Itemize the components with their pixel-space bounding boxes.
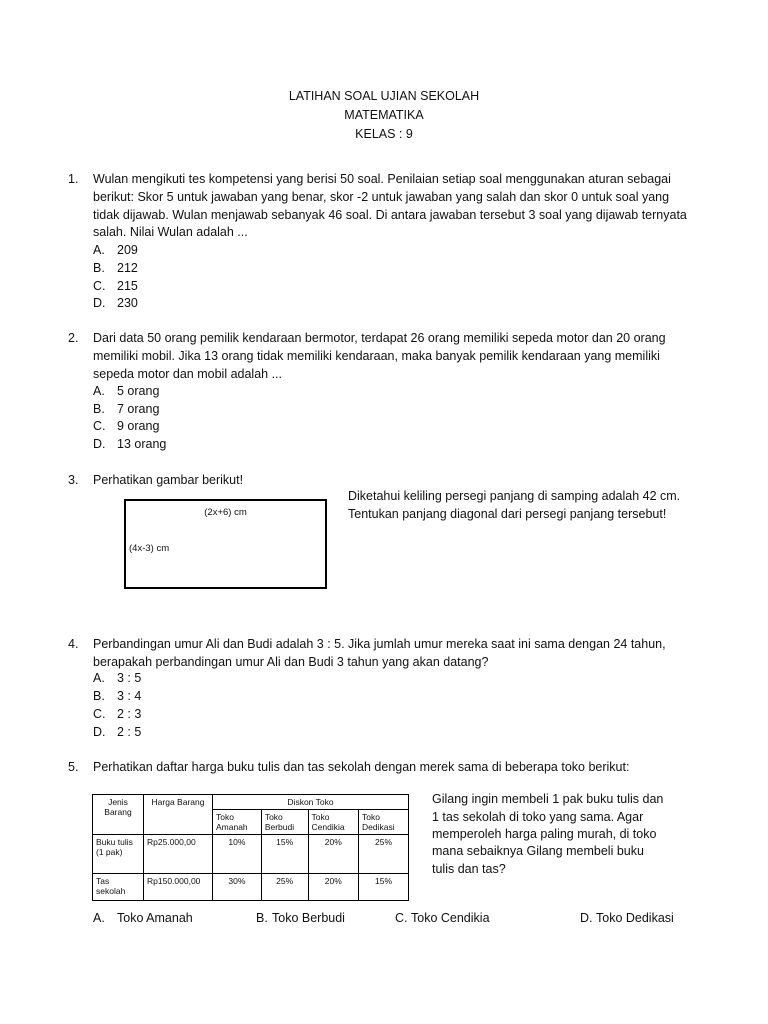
table-row bbox=[93, 835, 409, 874]
option-letter: C. bbox=[93, 419, 106, 433]
q1-line-4: salah. Nilai Wulan adalah ... bbox=[93, 225, 248, 239]
q2-option-b bbox=[93, 400, 393, 418]
option-text: 209 bbox=[117, 243, 138, 257]
discount-value: 10% bbox=[213, 835, 262, 874]
q3-description-1: Diketahui keliling persegi panjang di samping adalah 42 cm. bbox=[348, 489, 681, 503]
q4-number: 4. bbox=[68, 637, 79, 651]
store-dedikasi: Toko Dedikasi bbox=[358, 810, 408, 835]
item-price: Rp150.000,00 bbox=[144, 874, 213, 901]
table-row bbox=[93, 874, 409, 901]
option-text: 2 : 5 bbox=[117, 725, 142, 739]
discount-value: 25% bbox=[358, 835, 408, 874]
q3-description-2: Tentukan panjang diagonal dari persegi panjang tersebut! bbox=[348, 507, 667, 521]
option-text: Toko Dedikasi bbox=[596, 911, 674, 925]
item-name: Tas sekolah bbox=[93, 874, 144, 901]
discount-value: 15% bbox=[358, 874, 408, 901]
option-letter: B. bbox=[93, 402, 105, 416]
q5-option-c bbox=[395, 909, 545, 927]
q1-line-3: tidak dijawab. Wulan menjawab sebanyak 46 soal. Di antara jawaban tersebut 3 soal yang dijawab ternyata bbox=[93, 208, 687, 222]
q3-prompt: Perhatikan gambar berikut! bbox=[93, 473, 244, 487]
option-letter: C. bbox=[93, 279, 106, 293]
q4-option-a bbox=[93, 669, 393, 687]
q2-option-a bbox=[93, 382, 393, 400]
grade: KELAS : 9 bbox=[355, 127, 413, 141]
item-price: Rp25.000,00 bbox=[144, 835, 213, 874]
price-table bbox=[92, 794, 409, 901]
option-letter: D. bbox=[93, 296, 106, 310]
q5-option-d bbox=[580, 909, 730, 927]
q4-line-1: Perbandingan umur Ali dan Budi adalah 3 : 5. Jika jumlah umur mereka saat ini sama dengan 24 tahun, bbox=[93, 637, 666, 651]
header-diskon: Diskon Toko bbox=[213, 795, 409, 810]
option-text: Toko Amanah bbox=[117, 911, 193, 925]
q4-option-d bbox=[93, 723, 393, 741]
option-letter: D. bbox=[93, 725, 106, 739]
option-letter: D. bbox=[93, 437, 106, 451]
q2-line-2: memiliki mobil. Jika 13 orang tidak memiliki kendaraan, maka banyak pemilik kendaraan yang memiliki bbox=[93, 349, 660, 363]
option-letter: C. bbox=[93, 707, 106, 721]
discount-value: 20% bbox=[308, 874, 358, 901]
option-text: Toko Berbudi bbox=[272, 911, 345, 925]
option-text: 230 bbox=[117, 296, 138, 310]
option-letter: A. bbox=[93, 243, 105, 257]
option-text: 215 bbox=[117, 279, 138, 293]
option-text: 2 : 3 bbox=[117, 707, 142, 721]
option-letter: C. bbox=[395, 911, 408, 925]
option-letter: A. bbox=[93, 671, 105, 685]
q5-side-line-1: Gilang ingin membeli 1 pak buku tulis dan bbox=[432, 792, 664, 806]
q5-side-line-5: tulis dan tas? bbox=[432, 862, 506, 876]
q4-line-2: berapakah perbandingan umur Ali dan Budi 3 tahun yang akan datang? bbox=[93, 655, 489, 669]
q5-prompt: Perhatikan daftar harga buku tulis dan tas sekolah dengan merek sama di beberapa toko berikut: bbox=[93, 760, 630, 774]
option-text: 9 orang bbox=[117, 419, 160, 433]
item-name: Buku tulis (1 pak) bbox=[93, 835, 144, 874]
q1-line-1: Wulan mengikuti tes kompetensi yang berisi 50 soal. Penilaian setiap soal menggunakan aturan sebagai bbox=[93, 172, 671, 186]
store-cendikia: Toko Cendikia bbox=[308, 810, 358, 835]
option-letter: A. bbox=[93, 384, 105, 398]
subject: MATEMATIKA bbox=[344, 108, 424, 122]
q2-number: 2. bbox=[68, 331, 79, 345]
option-letter: B. bbox=[256, 911, 268, 925]
q5-option-b bbox=[256, 909, 396, 927]
q5-number: 5. bbox=[68, 760, 79, 774]
option-text: 212 bbox=[117, 261, 138, 275]
q3-number: 3. bbox=[68, 473, 79, 487]
option-letter: D. bbox=[580, 911, 593, 925]
discount-value: 20% bbox=[308, 835, 358, 874]
title: LATIHAN SOAL UJIAN SEKOLAH bbox=[288, 89, 480, 103]
store-berbudi: Toko Berbudi bbox=[261, 810, 308, 835]
option-letter: A. bbox=[93, 911, 105, 925]
option-text: Toko Cendikia bbox=[411, 911, 490, 925]
rectangle-width-label: (4x-3) cm bbox=[129, 543, 170, 554]
option-text: 13 orang bbox=[117, 437, 167, 451]
header-jenis: Jenis Barang bbox=[93, 795, 144, 835]
q5-side-line-4: mana sebaiknya Gilang membeli buku bbox=[432, 844, 644, 858]
q4-option-c bbox=[93, 705, 393, 723]
q1-option-b bbox=[93, 259, 393, 277]
option-letter: B. bbox=[93, 261, 105, 275]
option-text: 5 orang bbox=[117, 384, 160, 398]
option-text: 3 : 4 bbox=[117, 689, 142, 703]
header-harga: Harga Barang bbox=[144, 795, 213, 835]
option-letter: B. bbox=[93, 689, 105, 703]
q2-line-1: Dari data 50 orang pemilik kendaraan bermotor, terdapat 26 orang memiliki sepeda motor dan 20 orang bbox=[93, 331, 666, 345]
rectangle-length-label: (2x+6) cm bbox=[204, 507, 247, 518]
q1-option-c bbox=[93, 277, 393, 295]
q2-option-d bbox=[93, 435, 393, 453]
q1-option-a bbox=[93, 241, 393, 259]
q1-option-d bbox=[93, 294, 393, 312]
option-text: 7 orang bbox=[117, 402, 160, 416]
store-amanah: Toko Amanah bbox=[213, 810, 262, 835]
q5-side-line-2: 1 tas sekolah di toko yang sama. Agar bbox=[432, 810, 644, 824]
discount-value: 25% bbox=[261, 874, 308, 901]
q2-line-3: sepeda motor dan mobil adalah ... bbox=[93, 367, 283, 381]
q1-line-2: berikut: Skor 5 untuk jawaban yang benar, skor -2 untuk jawaban yang salah dan skor 0 untuk soal yang bbox=[93, 190, 670, 204]
discount-value: 15% bbox=[261, 835, 308, 874]
option-text: 3 : 5 bbox=[117, 671, 142, 685]
q2-option-c bbox=[93, 417, 393, 435]
discount-value: 30% bbox=[213, 874, 262, 901]
q1-number: 1. bbox=[68, 172, 79, 186]
q5-option-a bbox=[93, 909, 243, 927]
q5-side-line-3: memperoleh harga paling murah, di toko bbox=[432, 827, 657, 841]
q4-option-b bbox=[93, 687, 393, 705]
table-header-row bbox=[93, 795, 409, 810]
